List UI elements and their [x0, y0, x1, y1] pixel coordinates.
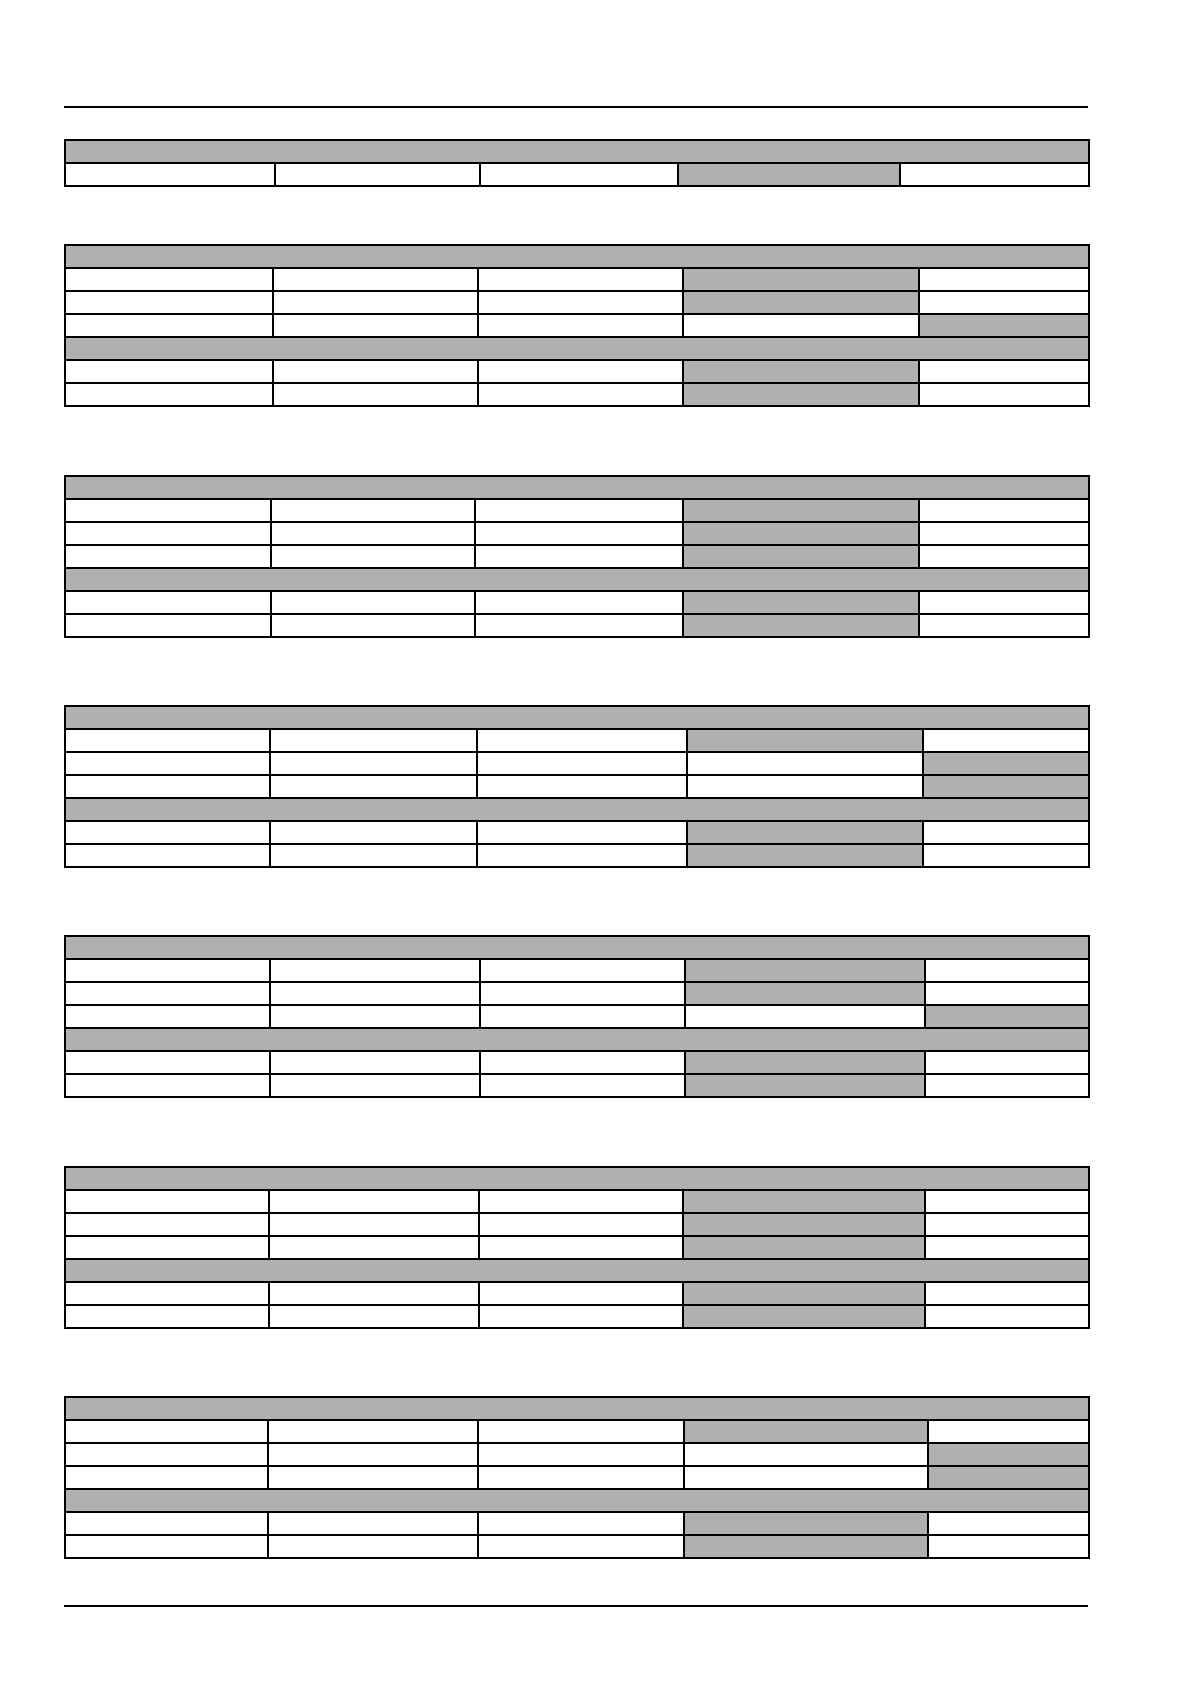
blank-cell — [273, 291, 478, 314]
blank-cell — [684, 1443, 928, 1466]
section-header-row — [65, 1397, 1089, 1420]
blank-cell — [480, 1051, 685, 1074]
table-row — [65, 1051, 1089, 1074]
blank-cell — [65, 1420, 268, 1443]
blank-cell — [270, 1051, 480, 1074]
blank-cell — [687, 752, 923, 775]
blank-cell — [923, 844, 1089, 867]
header-rule — [64, 106, 1088, 108]
shaded-cell — [683, 545, 919, 568]
shaded-cell — [685, 982, 925, 1005]
shaded-cell — [923, 752, 1089, 775]
blank-cell — [478, 268, 683, 291]
section-header-row — [65, 140, 1089, 163]
section-header-cell — [65, 476, 1089, 499]
blank-cell — [65, 383, 273, 406]
shaded-cell — [684, 1512, 928, 1535]
blank-cell — [475, 545, 683, 568]
blank-cell — [65, 1282, 269, 1305]
form-table — [64, 1396, 1090, 1559]
blank-cell — [65, 982, 270, 1005]
shaded-cell — [919, 314, 1089, 337]
blank-cell — [683, 314, 919, 337]
blank-cell — [65, 1535, 268, 1558]
blank-cell — [925, 959, 1089, 982]
section-header-row — [65, 1167, 1089, 1190]
form-table — [64, 244, 1090, 407]
blank-cell — [65, 163, 275, 186]
blank-cell — [268, 1443, 478, 1466]
blank-cell — [919, 291, 1089, 314]
blank-cell — [925, 1305, 1089, 1328]
blank-cell — [478, 360, 683, 383]
section-header-row — [65, 1028, 1089, 1051]
section-header-row — [65, 798, 1089, 821]
blank-cell — [478, 383, 683, 406]
blank-cell — [65, 752, 270, 775]
form-table — [64, 475, 1090, 638]
blank-cell — [928, 1535, 1089, 1558]
blank-cell — [65, 1236, 269, 1259]
blank-cell — [923, 729, 1089, 752]
blank-cell — [65, 1466, 268, 1489]
shaded-cell — [683, 360, 919, 383]
blank-cell — [269, 1213, 479, 1236]
blank-cell — [273, 268, 478, 291]
blank-cell — [271, 522, 475, 545]
blank-cell — [269, 1236, 479, 1259]
section-header-cell — [65, 1489, 1089, 1512]
shaded-cell — [683, 591, 919, 614]
blank-cell — [270, 821, 477, 844]
form-table — [64, 1166, 1090, 1329]
blank-cell — [269, 1282, 479, 1305]
blank-cell — [919, 383, 1089, 406]
blank-cell — [65, 360, 273, 383]
blank-cell — [65, 844, 270, 867]
blank-cell — [480, 959, 685, 982]
blank-cell — [270, 775, 477, 798]
blank-cell — [925, 1236, 1089, 1259]
blank-cell — [270, 959, 480, 982]
table-row — [65, 614, 1089, 637]
blank-cell — [919, 522, 1089, 545]
table-row — [65, 291, 1089, 314]
blank-cell — [919, 591, 1089, 614]
shaded-cell — [685, 1051, 925, 1074]
blank-cell — [65, 1305, 269, 1328]
blank-cell — [478, 1443, 684, 1466]
table-row — [65, 1190, 1089, 1213]
blank-cell — [925, 1213, 1089, 1236]
blank-cell — [65, 314, 273, 337]
blank-cell — [65, 775, 270, 798]
blank-cell — [65, 522, 271, 545]
blank-cell — [480, 163, 678, 186]
shaded-cell — [687, 844, 923, 867]
blank-cell — [478, 1535, 684, 1558]
table-row — [65, 545, 1089, 568]
blank-cell — [65, 1512, 268, 1535]
blank-cell — [268, 1512, 478, 1535]
shaded-cell — [683, 383, 919, 406]
blank-cell — [480, 1074, 685, 1097]
blank-cell — [478, 314, 683, 337]
blank-cell — [687, 775, 923, 798]
blank-cell — [65, 1051, 270, 1074]
blank-cell — [65, 1443, 268, 1466]
table-row — [65, 1512, 1089, 1535]
blank-cell — [479, 1236, 683, 1259]
blank-cell — [269, 1190, 479, 1213]
blank-cell — [65, 959, 270, 982]
blank-cell — [268, 1466, 478, 1489]
shaded-cell — [684, 1420, 928, 1443]
blank-cell — [65, 291, 273, 314]
blank-cell — [65, 1213, 269, 1236]
section-header-row — [65, 706, 1089, 729]
blank-cell — [919, 268, 1089, 291]
shaded-cell — [923, 775, 1089, 798]
table-row — [65, 1213, 1089, 1236]
blank-cell — [275, 163, 480, 186]
table-row — [65, 775, 1089, 798]
blank-cell — [273, 383, 478, 406]
shaded-cell — [687, 821, 923, 844]
shaded-cell — [683, 614, 919, 637]
table-row — [65, 314, 1089, 337]
shaded-cell — [684, 1535, 928, 1558]
shaded-cell — [683, 1305, 925, 1328]
blank-cell — [475, 614, 683, 637]
blank-cell — [273, 314, 478, 337]
blank-cell — [65, 545, 271, 568]
section-header-row — [65, 936, 1089, 959]
section-header-cell — [65, 140, 1089, 163]
blank-cell — [684, 1466, 928, 1489]
table-row — [65, 1305, 1089, 1328]
shaded-cell — [928, 1466, 1089, 1489]
shaded-cell — [683, 268, 919, 291]
blank-cell — [685, 1005, 925, 1028]
blank-cell — [65, 268, 273, 291]
table-row — [65, 844, 1089, 867]
blank-cell — [270, 844, 477, 867]
blank-cell — [65, 614, 271, 637]
blank-cell — [478, 291, 683, 314]
section-header-row — [65, 1259, 1089, 1282]
section-header-cell — [65, 568, 1089, 591]
blank-cell — [271, 545, 475, 568]
blank-cell — [919, 360, 1089, 383]
section-header-cell — [65, 1397, 1089, 1420]
blank-cell — [925, 982, 1089, 1005]
blank-cell — [477, 821, 687, 844]
section-header-row — [65, 476, 1089, 499]
blank-cell — [271, 499, 475, 522]
shaded-cell — [687, 729, 923, 752]
table-row — [65, 522, 1089, 545]
section-header-cell — [65, 337, 1089, 360]
section-header-cell — [65, 706, 1089, 729]
section-header-row — [65, 337, 1089, 360]
blank-cell — [475, 591, 683, 614]
blank-cell — [478, 1466, 684, 1489]
table-row — [65, 982, 1089, 1005]
table-row — [65, 360, 1089, 383]
blank-cell — [270, 752, 477, 775]
blank-cell — [268, 1420, 478, 1443]
section-header-cell — [65, 245, 1089, 268]
table-row — [65, 591, 1089, 614]
blank-cell — [919, 545, 1089, 568]
blank-cell — [478, 1512, 684, 1535]
blank-cell — [479, 1305, 683, 1328]
blank-cell — [480, 1005, 685, 1028]
section-header-cell — [65, 1167, 1089, 1190]
section-header-cell — [65, 1028, 1089, 1051]
blank-cell — [925, 1190, 1089, 1213]
blank-cell — [925, 1074, 1089, 1097]
blank-cell — [919, 499, 1089, 522]
table-row — [65, 1074, 1089, 1097]
blank-cell — [270, 1074, 480, 1097]
blank-cell — [65, 1005, 270, 1028]
section-header-cell — [65, 798, 1089, 821]
section-header-row — [65, 245, 1089, 268]
shaded-cell — [678, 163, 900, 186]
blank-cell — [480, 982, 685, 1005]
table-row — [65, 383, 1089, 406]
form-table — [64, 935, 1090, 1098]
table-row — [65, 499, 1089, 522]
blank-cell — [479, 1282, 683, 1305]
table-row — [65, 1282, 1089, 1305]
shaded-cell — [683, 499, 919, 522]
table-row — [65, 752, 1089, 775]
blank-cell — [479, 1213, 683, 1236]
table-row — [65, 959, 1089, 982]
blank-cell — [65, 499, 271, 522]
blank-cell — [919, 614, 1089, 637]
shaded-cell — [685, 1074, 925, 1097]
shaded-cell — [925, 1005, 1089, 1028]
blank-cell — [65, 729, 270, 752]
blank-cell — [273, 360, 478, 383]
blank-cell — [928, 1420, 1089, 1443]
blank-cell — [477, 775, 687, 798]
blank-cell — [271, 614, 475, 637]
shaded-cell — [683, 291, 919, 314]
blank-cell — [65, 821, 270, 844]
blank-cell — [65, 591, 271, 614]
table-row — [65, 1443, 1089, 1466]
form-table — [64, 139, 1090, 187]
shaded-cell — [683, 1282, 925, 1305]
section-header-cell — [65, 936, 1089, 959]
table-row — [65, 163, 1089, 186]
shaded-cell — [685, 959, 925, 982]
section-header-row — [65, 568, 1089, 591]
blank-cell — [65, 1190, 269, 1213]
blank-cell — [479, 1190, 683, 1213]
section-header-row — [65, 1489, 1089, 1512]
table-row — [65, 1005, 1089, 1028]
blank-cell — [925, 1051, 1089, 1074]
blank-cell — [477, 729, 687, 752]
blank-cell — [271, 591, 475, 614]
blank-cell — [928, 1512, 1089, 1535]
blank-cell — [270, 982, 480, 1005]
shaded-cell — [928, 1443, 1089, 1466]
table-row — [65, 1236, 1089, 1259]
blank-cell — [270, 729, 477, 752]
table-row — [65, 1466, 1089, 1489]
table-row — [65, 729, 1089, 752]
blank-cell — [270, 1005, 480, 1028]
blank-cell — [923, 821, 1089, 844]
blank-cell — [900, 163, 1089, 186]
blank-cell — [268, 1535, 478, 1558]
footer-rule — [64, 1605, 1088, 1607]
blank-cell — [475, 499, 683, 522]
blank-cell — [477, 752, 687, 775]
blank-cell — [925, 1282, 1089, 1305]
blank-cell — [65, 1074, 270, 1097]
shaded-cell — [683, 522, 919, 545]
shaded-cell — [683, 1213, 925, 1236]
shaded-cell — [683, 1190, 925, 1213]
blank-cell — [269, 1305, 479, 1328]
table-row — [65, 821, 1089, 844]
shaded-cell — [683, 1236, 925, 1259]
form-table — [64, 705, 1090, 868]
table-row — [65, 1420, 1089, 1443]
table-row — [65, 268, 1089, 291]
blank-cell — [475, 522, 683, 545]
blank-cell — [477, 844, 687, 867]
table-row — [65, 1535, 1089, 1558]
section-header-cell — [65, 1259, 1089, 1282]
blank-cell — [478, 1420, 684, 1443]
